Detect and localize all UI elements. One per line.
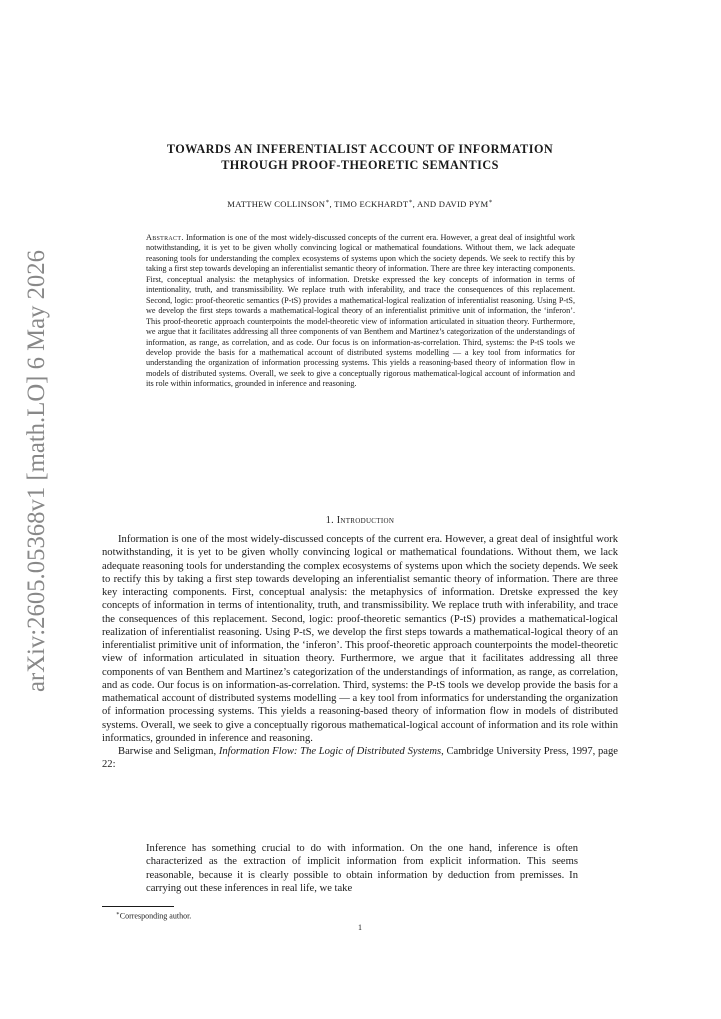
title-line-2: THROUGH PROOF-THEORETIC SEMANTICS — [221, 157, 499, 172]
citation-authors: Barwise and Seligman, — [118, 746, 219, 757]
abstract-heading: Abstract. — [146, 233, 184, 242]
footnote — [116, 911, 191, 921]
author-2-mark: ∗ — [408, 199, 413, 205]
abstract-text: Information is one of the most widely-discussed concepts of the current era. However, a great deal of insightful work notwithstanding, it is yet to be given wholly convincing logical or mathematical foundations. Without them, we lack adequate reasoning tools for understanding the complex ecosystems of systems upon which the society depends. We seek to rectify this by taking a first step towards developing an inferentialist semantic theory of information. There are three key interacting components. First, conceptual analysis: the metaphysics of information. Dretske expressed the key concepts of information in terms of intentionality, truth, and transmissibility. We replace truth with inferability, and trace the consequences of this replacement. Second, logic: proof-theoretic semantics (P-tS) provides a mathematical-logical realization of inferentialist reasoning. Using P-tS, we develop the first steps towards a mathematical-logical theory of an inferentialist primitive unit of information, the ‘inferon’. This proof-theoretic approach counterpoints the model-theoretic view of information articulated in situation theory. Furthermore, we argue that it facilitates addressing all three components of van Benthem and Martinez’s categorization of the understandings of information, as range, as correlation, and as code. Our focus is on information-as-correlation. Third, systems: the P-tS tools we develop provide the basis for a mathematical account of distributed systems modelling — a key tool from informatics for understanding the organization of information processing systems. This yields a reasoning-based theory of information flow in models of distributed systems. Overall, we seek to give a conceptually rigorous mathematical-logical account of information and its role within informatics, grounded in inference and reasoning. — [146, 233, 575, 389]
body-text — [102, 533, 618, 772]
author-3-mark: ∗ — [488, 199, 493, 205]
page-number: 1 — [358, 923, 362, 932]
arxiv-stamp-svg — [2, 240, 62, 700]
arxiv-id-text: arXiv:2605.05368v1 [math.LO] 6 May 2026 — [23, 244, 50, 692]
author-3: , AND DAVID PYM — [412, 198, 489, 209]
author-1-mark: ∗ — [325, 199, 330, 205]
body-paragraph-1: Information is one of the most widely-discussed concepts of the current era. However, a great deal of insightful work notwithstanding, it is yet to be given wholly convincing logical or mathematical foundations. Without them, we lack adequate reasoning tools for understanding the complex ecosystems of systems upon which the society depends. We seek to rectify this by taking a first step towards developing an inferentialist semantic theory of information. There are three key interacting components. First, conceptual analysis: the metaphysics of information. Dretske expressed the key concepts of information in terms of intentionality, truth, and transmissibility. We replace truth with inferability, and trace the consequences of this replacement. Second, logic: proof-theoretic semantics (P-tS) provides a mathematical-logical realization of inferentialist reasoning. Using P-tS, we develop the first steps towards a mathematical-logical theory of an inferentialist primitive unit of information, the ‘inferon’. This proof-theoretic approach counterpoints the model-theoretic view of information articulated in situation theory. Furthermore, we argue that it facilitates addressing all three components of van Benthem and Martinez’s categorization of the understandings of information, as range, as correlation, and as code. Our focus is on information-as-correlation. Third, systems: the P-tS tools we develop provide the basis for a mathematical account of distributed systems modelling — a key tool from informatics for understanding the organization of information processing systems. This yields a reasoning-based theory of information flow in models of distributed systems. Overall, we seek to give a conceptually rigorous mathematical-logical account of information and its role within informatics, grounded in inference and reasoning. — [102, 534, 618, 744]
block-quote — [146, 842, 578, 895]
body-paragraph-2 — [102, 745, 618, 772]
quote-text: Inference has something crucial to do with information. On the one hand, inference is often characterized as the extraction of implicit information from explicit information. This seems reasonable, because it is clearly possible to obtain information by deduction from premisses. In carrying out these inferences in real life, we take — [146, 843, 578, 894]
author-list — [100, 198, 620, 209]
author-1: MATTHEW COLLINSON — [227, 198, 326, 209]
section-heading — [100, 515, 620, 526]
paper-title — [100, 142, 620, 173]
section-title-text: Introduction — [336, 515, 395, 526]
title-line-1: TOWARDS AN INFERENTIALIST ACCOUNT OF INFORMATION — [166, 142, 554, 156]
author-2: , TIMO ECKHARDT — [329, 198, 409, 209]
citation-publisher: , Cambridge University Press, 1997, page 22: — [102, 746, 619, 771]
section-number: 1. — [325, 515, 337, 526]
footnote-mark: ∗ — [116, 911, 120, 917]
citation-book-title: Information Flow: The Logic of Distributed Systems — [218, 746, 442, 757]
abstract — [146, 233, 575, 390]
arxiv-identifier-stamp — [2, 240, 62, 700]
footnote-rule — [102, 906, 174, 907]
footnote-text: Corresponding author. — [119, 911, 192, 921]
